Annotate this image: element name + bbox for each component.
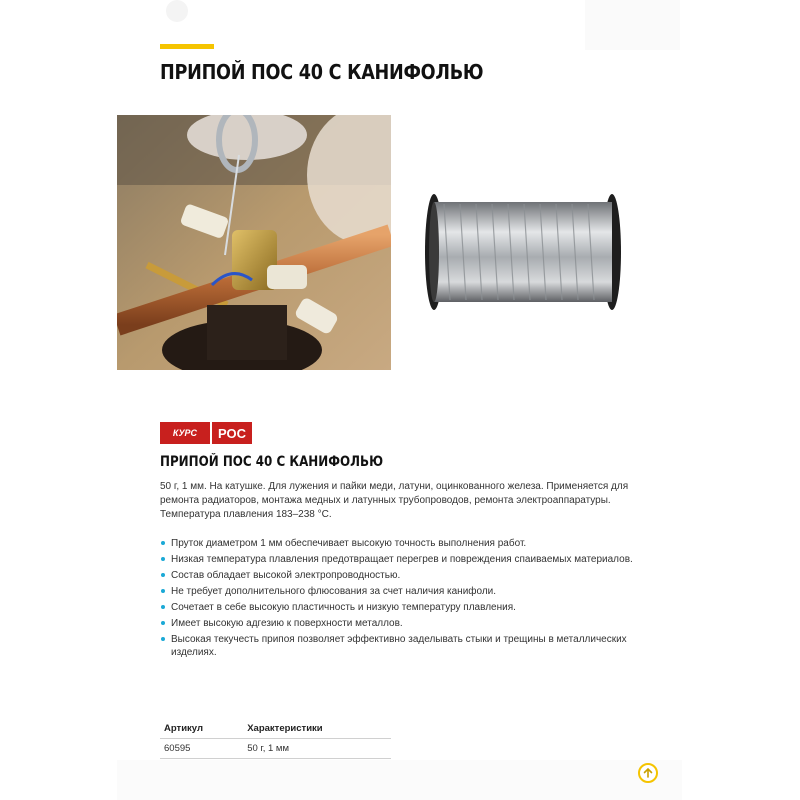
- feature-item: Не требует дополнительного флюсования за счет наличия канифоли.: [160, 585, 650, 598]
- title-accent-bar: [160, 44, 214, 49]
- cell-specs: 50 г, 1 мм: [243, 739, 391, 759]
- table-row: [160, 739, 391, 759]
- feature-item: Сочетает в себе высокую пластичность и низкую температуру плавления.: [160, 601, 650, 614]
- ros-logo: [212, 422, 252, 444]
- footer-band: [117, 760, 682, 800]
- arrow-up-icon: [642, 767, 654, 779]
- solder-spool-image: [420, 190, 625, 315]
- decorative-block: [585, 0, 680, 50]
- table-header-row: [160, 720, 391, 739]
- cell-article: 60595: [160, 739, 243, 759]
- kurs-logo-text: КУРС: [172, 428, 198, 438]
- feature-item: Низкая температура плавления предотвращает перегрев и повреждения спаиваемых материалов.: [160, 553, 650, 566]
- feature-item: Пруток диаметром 1 мм обеспечивает высокую точность выполнения работ.: [160, 537, 650, 550]
- product-title: ПРИПОЙ ПОС 40 С КАНИФОЛЬЮ: [160, 454, 384, 470]
- feature-item: Высокая текучесть припоя позволяет эффективно заделывать стыки и трещины в металлических изделиях.: [160, 633, 650, 659]
- column-header-article: Артикул: [160, 720, 243, 739]
- feature-list: [160, 537, 650, 662]
- decorative-circle: [166, 0, 188, 22]
- brand-logos: [160, 422, 252, 444]
- soldering-photo: [117, 115, 391, 370]
- feature-item: Имеет высокую адгезию к поверхности металлов.: [160, 617, 650, 630]
- ros-logo-text: РОС: [218, 425, 246, 441]
- product-description: 50 г, 1 мм. На катушке. Для лужения и пайки меди, латуни, оцинкованного железа. Применяется для ремонта радиаторов, монтажа медных и латунных трубопроводов, ремонта электроаппаратуры. Температура плавления 183–238 °С.: [160, 481, 629, 520]
- scroll-up-button[interactable]: [638, 763, 658, 783]
- feature-item: Состав обладает высокой электропроводностью.: [160, 569, 650, 582]
- kurs-logo: [160, 422, 210, 444]
- column-header-specs: Характеристики: [243, 720, 391, 739]
- page-title: ПРИПОЙ ПОС 40 С КАНИФОЛЬЮ: [160, 60, 484, 84]
- spec-table: [160, 720, 391, 759]
